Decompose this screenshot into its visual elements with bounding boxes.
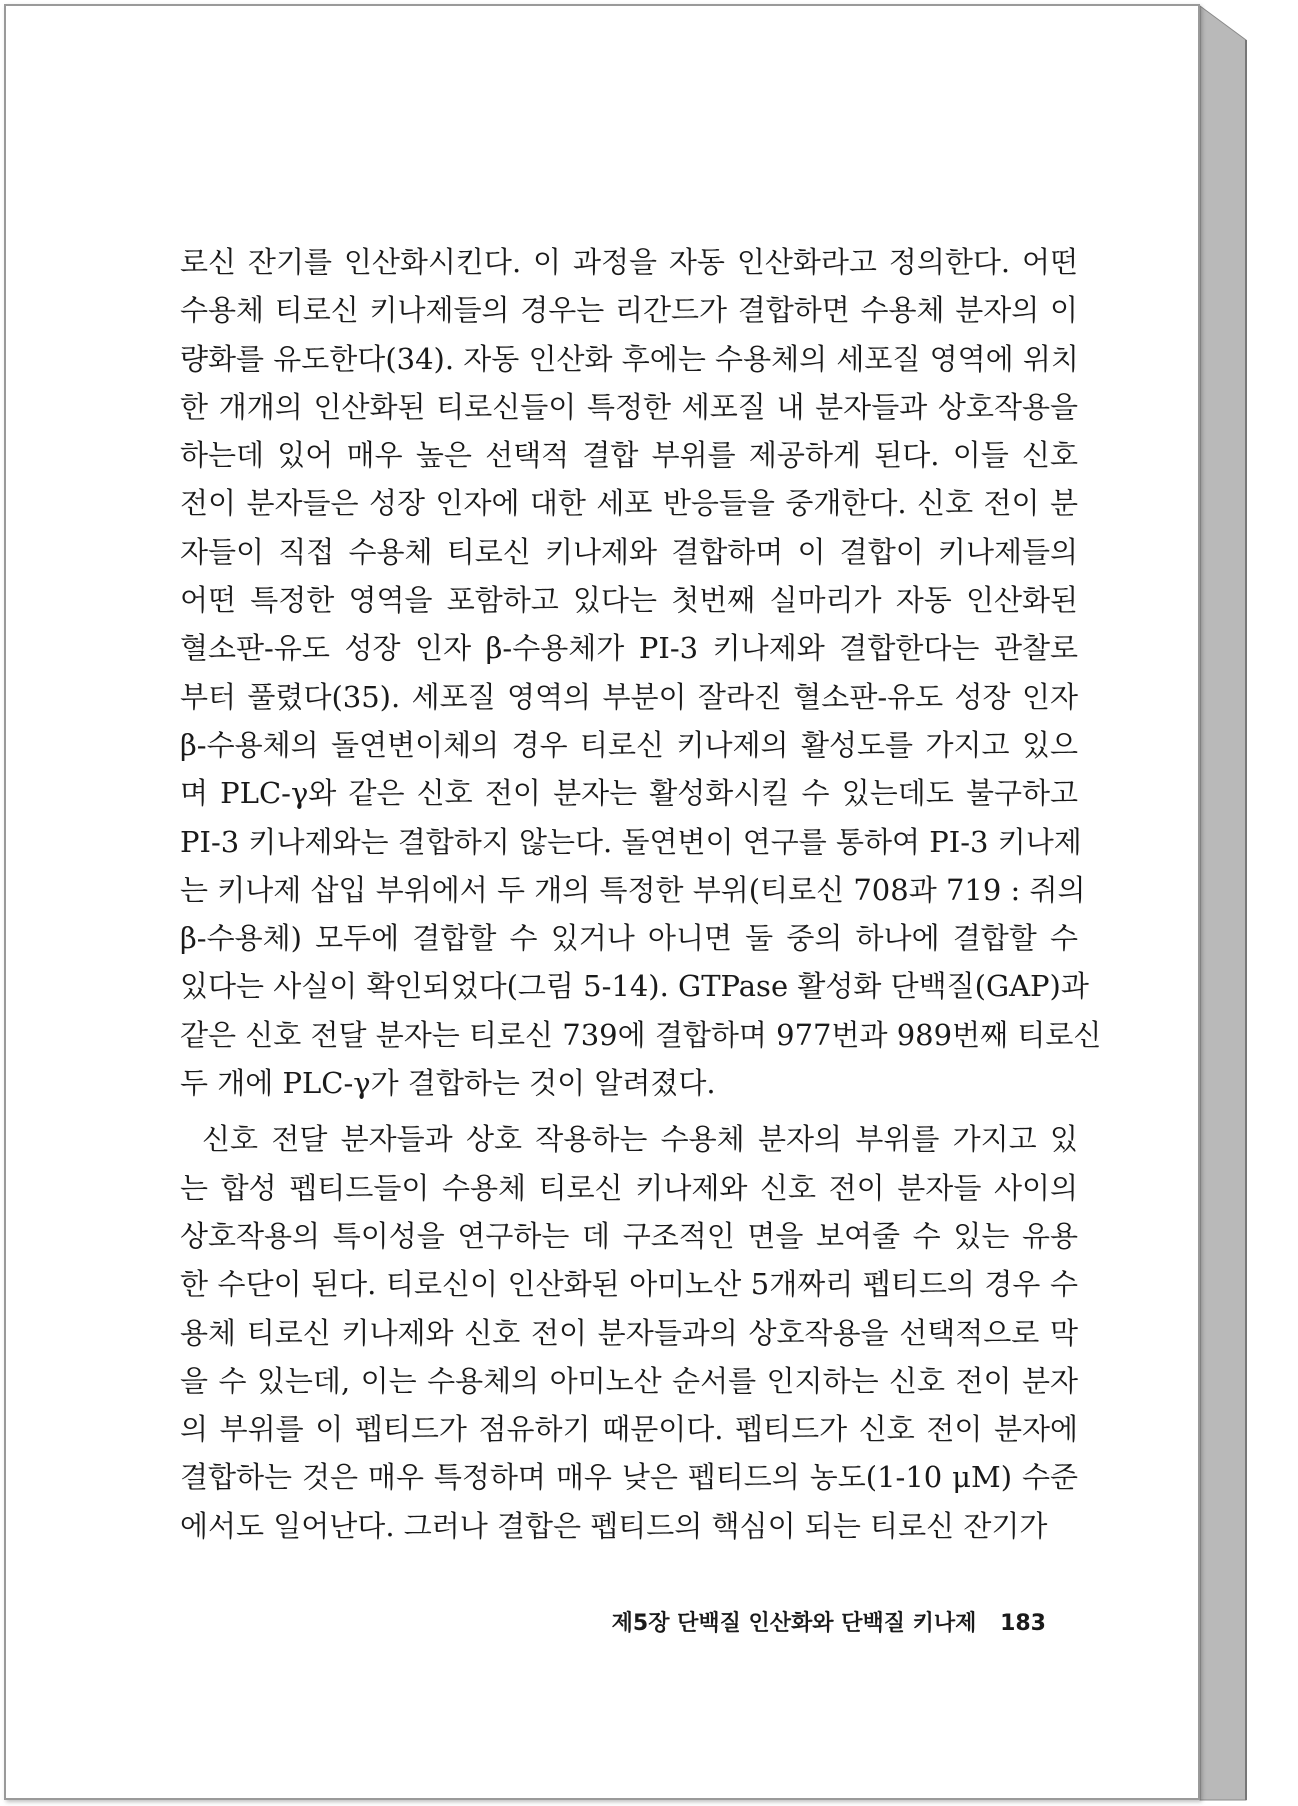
running-chapter-title: 제5장 단백질 인산화와 단백질 키나제 [611, 1611, 977, 1636]
body-text [180, 238, 1102, 1550]
text-line: 두 개에 PLC-γ가 결합하는 것이 알려졌다. [180, 1066, 716, 1101]
text-line: 을 수 있는데, 이는 수용체의 아미노산 순서를 인지하는 신호 전이 분자 [180, 1363, 1078, 1398]
text-line: 에서도 일어난다. 그러나 결합은 펩티드의 핵심이 되는 티로신 잔기가 [180, 1508, 1048, 1543]
text-line: β-수용체) 모두에 결합할 수 있거나 아니면 둘 중의 하나에 결합할 수 [180, 921, 1078, 956]
text-line: 용체 티로신 키나제와 신호 전이 분자들과의 상호작용을 선택적으로 막 [180, 1315, 1078, 1350]
text-line: 전이 분자들은 성장 인자에 대한 세포 반응들을 중개한다. 신호 전이 분 [180, 486, 1078, 521]
text-line: 자들이 직접 수용체 티로신 키나제와 결합하며 이 결합이 키나제들의 [180, 534, 1078, 569]
text-line: 있다는 사실이 확인되었다(그림 5-14). GTPase 활성화 단백질(GAP)과 [180, 969, 1089, 1004]
text-line: 는 합성 펩티드들이 수용체 티로신 키나제와 신호 전이 분자들 사이의 [180, 1170, 1078, 1205]
text-line: 며 PLC-γ와 같은 신호 전이 분자는 활성화시킬 수 있는데도 불구하고 [180, 776, 1078, 811]
text-line: 하는데 있어 매우 높은 선택적 결합 부위를 제공하게 된다. 이들 신호 [180, 438, 1078, 473]
page-footer [560, 1606, 1046, 1637]
text-line: 로신 잔기를 인산화시킨다. 이 과정을 자동 인산화라고 정의한다. 어떤 [180, 245, 1078, 279]
text-line: 혈소판-유도 성장 인자 β-수용체가 PI-3 키나제와 결합한다는 관찰로 [180, 631, 1078, 666]
paragraph-1 [180, 238, 1102, 1107]
text-line: 신호 전달 분자들과 상호 작용하는 수용체 분자의 부위를 가지고 있 [202, 1122, 1078, 1157]
paragraph-2 [180, 1115, 1078, 1550]
text-line: 한 개개의 인산화된 티로신들이 특정한 세포질 내 분자들과 상호작용을 [180, 389, 1078, 424]
page-number: 183 [1000, 1611, 1046, 1636]
text-line: 수용체 티로신 키나제들의 경우는 리간드가 결합하면 수용체 분자의 이 [180, 293, 1078, 328]
text-line: 의 부위를 이 펩티드가 점유하기 때문이다. 펩티드가 신호 전이 분자에 [180, 1412, 1078, 1447]
text-line: PI-3 키나제와는 결합하지 않는다. 돌연변이 연구를 통하여 PI-3 키나제 [180, 824, 1082, 859]
text-line: β-수용체의 돌연변이체의 경우 티로신 키나제의 활성도를 가지고 있으 [180, 727, 1078, 762]
paragraph-gap [180, 1107, 1078, 1115]
text-line: 어떤 특정한 영역을 포함하고 있다는 첫번째 실마리가 자동 인산화된 [180, 583, 1078, 618]
text-line: 같은 신호 전달 분자는 티로신 739에 결합하며 977번과 989번째 티로신 [180, 1017, 1102, 1052]
text-line: 상호작용의 특이성을 연구하는 데 구조적인 면을 보여줄 수 있는 유용 [180, 1218, 1078, 1253]
text-line: 한 수단이 된다. 티로신이 인산화된 아미노산 5개짜리 펩티드의 경우 수 [180, 1267, 1078, 1302]
text-line: 량화를 유도한다(34). 자동 인산화 후에는 수용체의 세포질 영역에 위치 [180, 341, 1079, 376]
text-line: 결합하는 것은 매우 특정하며 매우 낮은 펩티드의 농도(1-10 μM) 수준 [180, 1460, 1078, 1495]
text-line: 부터 풀렸다(35). 세포질 영역의 부분이 잘라진 혈소판-유도 성장 인자 [180, 679, 1078, 714]
text-line: 는 키나제 삽입 부위에서 두 개의 특정한 부위(티로신 708과 719 : 쥐의 [180, 872, 1086, 907]
